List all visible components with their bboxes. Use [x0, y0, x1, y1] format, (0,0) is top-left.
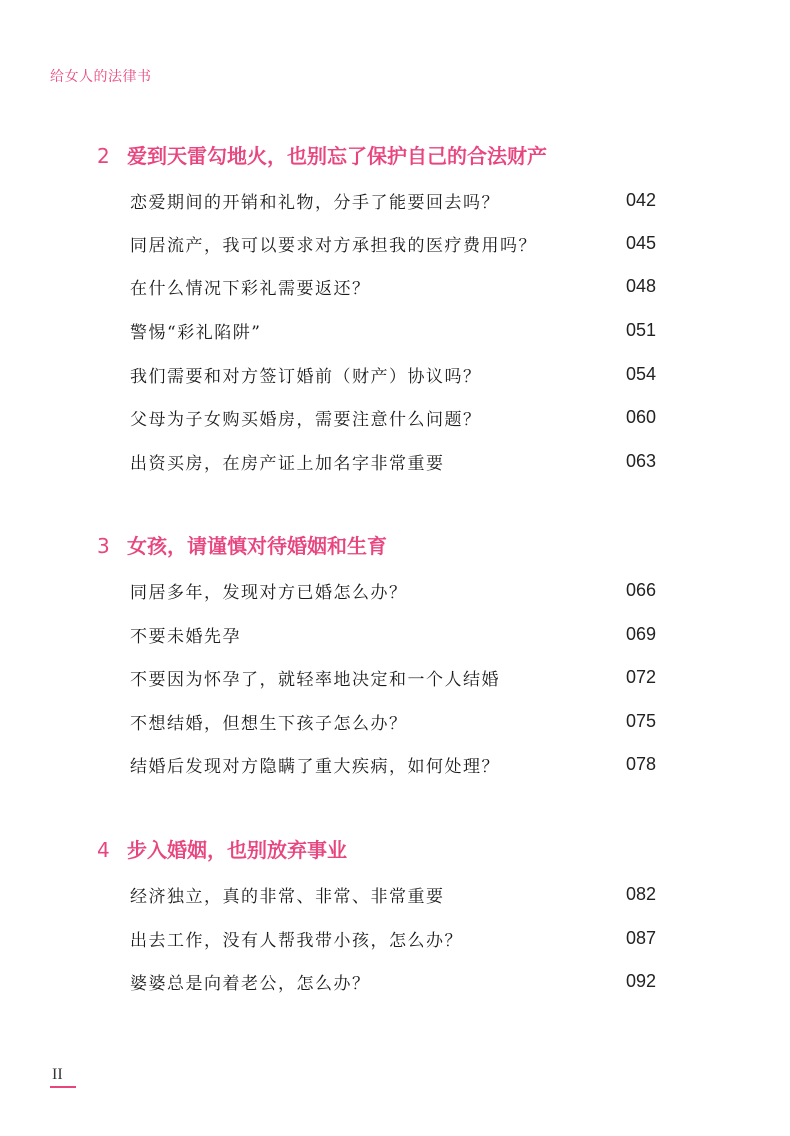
entry-page-number: 069	[625, 623, 656, 644]
entry-title: 不要因为怀孕了，就轻率地决定和一个人结婚	[130, 669, 500, 690]
entry-page-number: 066	[625, 579, 656, 600]
entry-page-number: 054	[625, 363, 656, 384]
entry-title: 结婚后发现对方隐瞒了重大疾病，如何处理？	[130, 756, 500, 777]
entry-title: 出资买房，在房产证上加名字非常重要	[130, 453, 445, 474]
section-number: 3	[97, 534, 110, 558]
entry-page-number: 087	[625, 927, 656, 948]
toc-entry[interactable]	[130, 272, 656, 300]
entry-page-number: 048	[625, 275, 656, 296]
section-heading[interactable]	[97, 530, 387, 559]
entry-page-number: 063	[625, 450, 656, 471]
toc-entry[interactable]	[130, 316, 656, 344]
page-folio: II	[52, 1066, 63, 1083]
toc-entry[interactable]	[130, 750, 656, 778]
section-heading[interactable]	[97, 140, 547, 169]
toc-entry[interactable]	[130, 576, 656, 604]
entry-page-number: 060	[625, 406, 656, 427]
entry-title: 不想结婚，但想生下孩子怎么办？	[130, 713, 408, 734]
section-heading[interactable]	[97, 834, 347, 863]
entry-title: 不要未婚先孕	[130, 626, 241, 647]
entry-title: 在什么情况下彩礼需要返还？	[130, 278, 371, 299]
entry-title: 父母为子女购买婚房，需要注意什么问题？	[130, 409, 482, 430]
entry-page-number: 051	[625, 319, 656, 340]
running-header-book-title: 给女人的法律书	[50, 69, 152, 85]
entry-title: 警惕“彩礼陷阱”	[130, 322, 262, 343]
folio-underline	[50, 1086, 76, 1088]
toc-entry[interactable]	[130, 967, 656, 995]
entry-page-number: 045	[625, 232, 656, 253]
toc-entry[interactable]	[130, 880, 656, 908]
toc-entry[interactable]	[130, 403, 656, 431]
section-number: 2	[97, 144, 110, 168]
entry-title: 同居流产，我可以要求对方承担我的医疗费用吗？	[130, 235, 537, 256]
entry-page-number: 092	[625, 970, 656, 991]
toc-entry[interactable]	[130, 924, 656, 952]
entry-title: 婆婆总是向着老公，怎么办？	[130, 973, 371, 994]
toc-entry[interactable]	[130, 186, 656, 214]
entry-title: 我们需要和对方签订婚前（财产）协议吗？	[130, 366, 482, 387]
toc-entry[interactable]	[130, 360, 656, 388]
section-title: 步入婚姻，也别放弃事业	[127, 838, 347, 862]
entry-page-number: 082	[625, 883, 656, 904]
entry-page-number: 042	[625, 189, 656, 210]
entry-title: 经济独立，真的非常、非常、非常重要	[130, 886, 445, 907]
toc-entry[interactable]	[130, 447, 656, 475]
entry-page-number: 075	[625, 710, 656, 731]
entry-title: 同居多年，发现对方已婚怎么办？	[130, 582, 408, 603]
toc-entry[interactable]	[130, 620, 656, 648]
toc-entry[interactable]	[130, 707, 656, 735]
toc-entry[interactable]	[130, 663, 656, 691]
toc-entry[interactable]	[130, 229, 656, 257]
section-title: 女孩，请谨慎对待婚姻和生育	[127, 534, 387, 558]
section-title: 爱到天雷勾地火，也别忘了保护自己的合法财产	[127, 144, 547, 168]
entry-title: 恋爱期间的开销和礼物，分手了能要回去吗？	[130, 192, 500, 213]
entry-page-number: 072	[625, 666, 656, 687]
entry-page-number: 078	[625, 753, 656, 774]
section-number: 4	[97, 838, 110, 862]
entry-title: 出去工作，没有人帮我带小孩，怎么办？	[130, 930, 463, 951]
